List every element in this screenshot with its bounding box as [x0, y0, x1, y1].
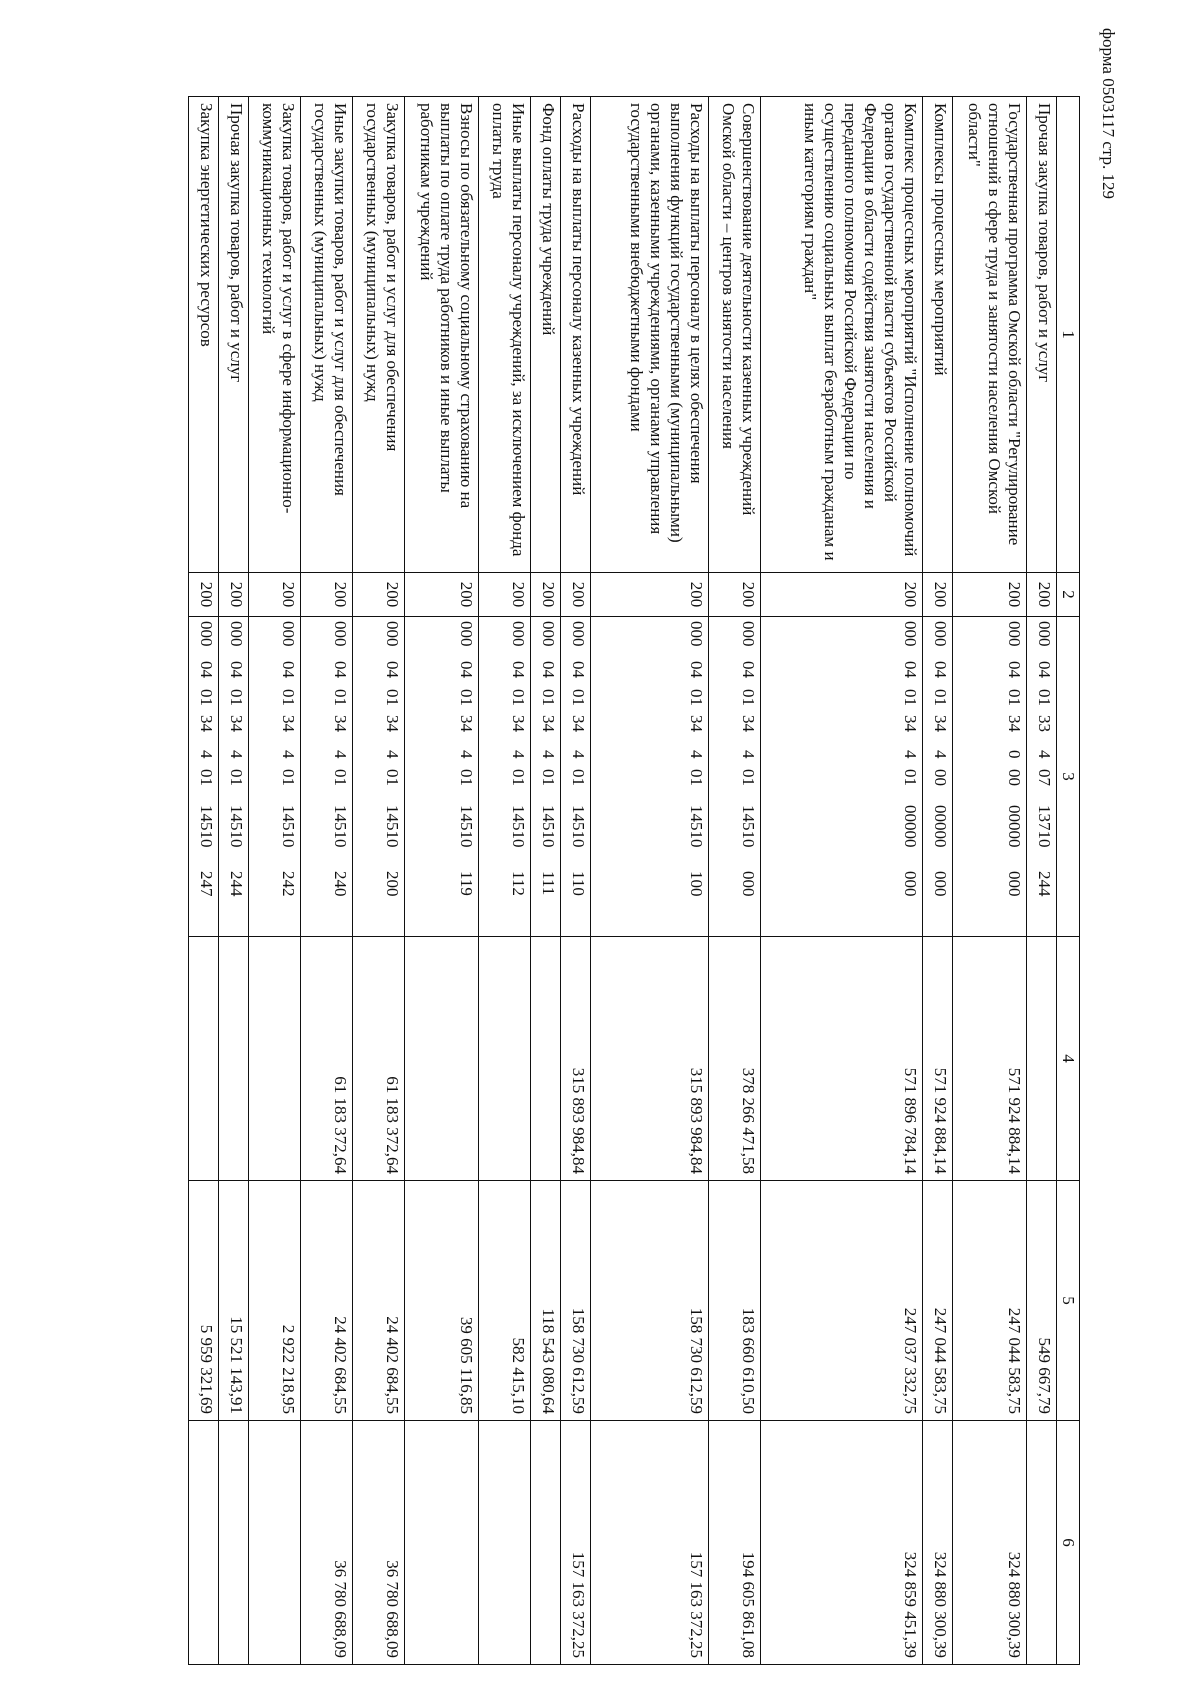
row-classification-code — [478, 617, 530, 937]
row-line-code: 200 — [760, 573, 922, 617]
code-part: 000 — [930, 621, 950, 647]
code-part: 4 — [196, 750, 216, 759]
code-part: 01 — [738, 769, 758, 786]
code-part: 33 — [1034, 715, 1054, 732]
classification-code-parts — [900, 621, 920, 932]
code-part: 240 — [330, 871, 350, 897]
row-name: Расходы на выплаты персоналу в целях обеспечения выполнения функций государственными (муниципальными) органами, казенными учреждениями, органами управления государственными внебюджетными фондами — [590, 97, 708, 573]
code-part: 04 — [1034, 661, 1054, 678]
code-part: 01 — [1004, 689, 1024, 706]
column-header: 3 — [1056, 617, 1079, 937]
code-part: 34 — [900, 715, 920, 732]
code-part: 4 — [226, 750, 246, 759]
row-plan-amount — [188, 937, 218, 1181]
code-part: 01 — [900, 689, 920, 706]
code-part: 000 — [1004, 621, 1024, 647]
code-part: 34 — [538, 715, 558, 732]
row-executed-amount: 247 037 332,75 — [760, 1181, 922, 1421]
row-plan-amount: 571 924 884,14 — [922, 937, 952, 1181]
rotated-report-table — [112, 96, 1080, 1664]
row-plan-amount — [530, 937, 560, 1181]
code-part: 14510 — [330, 805, 350, 848]
column-header: 4 — [1056, 937, 1079, 1181]
row-executed-amount: 2 922 218,95 — [248, 1181, 300, 1421]
code-part: 34 — [330, 715, 350, 732]
row-plan-amount: 61 183 372,64 — [352, 937, 404, 1181]
code-part: 04 — [930, 661, 950, 678]
code-part: 01 — [508, 769, 528, 786]
row-executed-amount: 24 402 684,55 — [300, 1181, 352, 1421]
code-part: 01 — [538, 689, 558, 706]
row-executed-amount: 549 667,79 — [1026, 1181, 1056, 1421]
table-row — [708, 97, 760, 1665]
code-part: 000 — [456, 621, 476, 647]
row-plan-amount — [1026, 937, 1056, 1181]
code-part: 01 — [568, 769, 588, 786]
classification-code-parts — [1004, 621, 1024, 932]
row-remaining-amount — [218, 1421, 248, 1665]
row-name: Прочая закупка товаров, работ и услуг — [1026, 97, 1056, 573]
code-part: 34 — [930, 715, 950, 732]
code-part: 04 — [226, 661, 246, 678]
row-name: Закупка товаров, работ и услуг в сфере информационно-коммуникационных технологий — [248, 97, 300, 573]
code-part: 4 — [278, 750, 298, 759]
code-part: 34 — [568, 715, 588, 732]
table-row — [952, 97, 1026, 1665]
row-plan-amount: 315 893 984,84 — [590, 937, 708, 1181]
row-name: Комплексы процессных мероприятий — [922, 97, 952, 573]
code-part: 4 — [738, 750, 758, 759]
code-part: 000 — [330, 621, 350, 647]
code-part: 14510 — [196, 805, 216, 848]
row-line-code: 200 — [590, 573, 708, 617]
classification-code-parts — [456, 621, 476, 932]
code-part: 112 — [508, 871, 528, 896]
table-row — [530, 97, 560, 1665]
code-part: 000 — [508, 621, 528, 647]
row-executed-amount: 183 660 610,50 — [708, 1181, 760, 1421]
table-row — [404, 97, 478, 1665]
classification-code-parts — [1034, 621, 1054, 932]
code-part: 14510 — [508, 805, 528, 848]
code-part: 000 — [538, 621, 558, 647]
classification-code-parts — [382, 621, 402, 932]
row-classification-code — [1026, 617, 1056, 937]
row-line-code: 200 — [188, 573, 218, 617]
code-part: 00000 — [1004, 805, 1024, 848]
row-remaining-amount: 36 780 688,09 — [300, 1421, 352, 1665]
code-part: 34 — [456, 715, 476, 732]
row-classification-code — [218, 617, 248, 937]
table-row — [1026, 97, 1056, 1665]
row-plan-amount: 571 924 884,14 — [952, 937, 1026, 1181]
code-part: 34 — [278, 715, 298, 732]
code-part: 4 — [568, 750, 588, 759]
budget-execution-table — [188, 96, 1080, 1665]
code-part: 01 — [330, 689, 350, 706]
code-part: 00000 — [930, 805, 950, 848]
code-part: 4 — [330, 750, 350, 759]
row-remaining-amount: 324 880 300,39 — [952, 1421, 1026, 1665]
code-part: 04 — [330, 661, 350, 678]
classification-code-parts — [930, 621, 950, 932]
table-body — [188, 97, 1056, 1665]
code-part: 01 — [456, 769, 476, 786]
code-part: 247 — [196, 871, 216, 897]
row-classification-code — [708, 617, 760, 937]
code-part: 34 — [738, 715, 758, 732]
row-executed-amount: 5 959 321,69 — [188, 1181, 218, 1421]
code-part: 000 — [738, 621, 758, 647]
row-remaining-amount — [188, 1421, 218, 1665]
code-part: 01 — [278, 769, 298, 786]
row-line-code: 200 — [248, 573, 300, 617]
code-part: 04 — [686, 661, 706, 678]
table-row — [560, 97, 590, 1665]
code-part: 4 — [930, 750, 950, 759]
classification-code-parts — [278, 621, 298, 932]
code-part: 000 — [900, 621, 920, 647]
code-part: 14510 — [738, 805, 758, 848]
row-plan-amount — [404, 937, 478, 1181]
code-part: 4 — [456, 750, 476, 759]
row-line-code: 200 — [952, 573, 1026, 617]
row-executed-amount: 158 730 612,59 — [560, 1181, 590, 1421]
row-plan-amount: 571 896 784,14 — [760, 937, 922, 1181]
column-header-row — [1056, 97, 1079, 1665]
row-name: Совершенствование деятельности казенных учреждений Омской области – центров занятости населения — [708, 97, 760, 573]
code-part: 34 — [226, 715, 246, 732]
code-part: 000 — [226, 621, 246, 647]
code-part: 111 — [538, 871, 558, 896]
code-part: 04 — [1004, 661, 1024, 678]
code-part: 4 — [382, 750, 402, 759]
column-header: 6 — [1056, 1421, 1079, 1665]
classification-code-parts — [508, 621, 528, 932]
row-classification-code — [248, 617, 300, 937]
code-part: 04 — [900, 661, 920, 678]
code-part: 14510 — [456, 805, 476, 848]
row-line-code: 200 — [300, 573, 352, 617]
classification-code-parts — [568, 621, 588, 932]
column-header: 1 — [1056, 97, 1079, 573]
row-name: Комплекс процессных мероприятий "Исполнение полномочий органов государственной власти субъектов Российской Федерации в области содействия занятости населения и переданного полномочия Российской Федерации по осуществлению социальных выплат безработным гражданам и иным категориям граждан" — [760, 97, 922, 573]
row-remaining-amount — [478, 1421, 530, 1665]
row-remaining-amount — [1026, 1421, 1056, 1665]
code-part: 000 — [738, 871, 758, 897]
code-part: 14510 — [568, 805, 588, 848]
classification-code-parts — [196, 621, 216, 932]
table-row — [248, 97, 300, 1665]
code-part: 00 — [1004, 769, 1024, 786]
code-part: 04 — [196, 661, 216, 678]
row-classification-code — [590, 617, 708, 937]
code-part: 244 — [1034, 871, 1054, 897]
code-part: 242 — [278, 871, 298, 897]
code-part: 4 — [1034, 750, 1054, 759]
code-part: 14510 — [226, 805, 246, 848]
row-executed-amount: 118 543 080,64 — [530, 1181, 560, 1421]
code-part: 01 — [568, 689, 588, 706]
row-classification-code — [952, 617, 1026, 937]
row-plan-amount — [218, 937, 248, 1181]
code-part: 4 — [900, 750, 920, 759]
code-part: 01 — [686, 689, 706, 706]
code-part: 01 — [538, 769, 558, 786]
table-row — [352, 97, 404, 1665]
row-remaining-amount — [248, 1421, 300, 1665]
row-classification-code — [188, 617, 218, 937]
code-part: 14510 — [538, 805, 558, 848]
row-remaining-amount: 324 880 300,39 — [922, 1421, 952, 1665]
row-name: Фонд оплаты труда учреждений — [530, 97, 560, 573]
code-part: 000 — [930, 871, 950, 897]
code-part: 14510 — [686, 805, 706, 848]
form-label: форма 0503117 стр. 129 — [1099, 28, 1118, 199]
row-remaining-amount: 36 780 688,09 — [352, 1421, 404, 1665]
code-part: 4 — [538, 750, 558, 759]
row-remaining-amount — [530, 1421, 560, 1665]
code-part: 100 — [686, 871, 706, 897]
code-part: 000 — [382, 621, 402, 647]
code-part: 000 — [278, 621, 298, 647]
row-line-code: 200 — [708, 573, 760, 617]
row-executed-amount: 15 521 143,91 — [218, 1181, 248, 1421]
row-plan-amount: 315 893 984,84 — [560, 937, 590, 1181]
code-part: 14510 — [382, 805, 402, 848]
row-executed-amount: 39 605 116,85 — [404, 1181, 478, 1421]
code-part: 110 — [568, 871, 588, 896]
code-part: 01 — [196, 689, 216, 706]
row-plan-amount — [248, 937, 300, 1181]
row-classification-code — [922, 617, 952, 937]
code-part: 0 — [1004, 750, 1024, 759]
code-part: 01 — [382, 769, 402, 786]
row-executed-amount: 247 044 583,75 — [922, 1181, 952, 1421]
row-remaining-amount: 324 859 451,39 — [760, 1421, 922, 1665]
row-classification-code — [760, 617, 922, 937]
classification-code-parts — [738, 621, 758, 932]
code-part: 01 — [226, 769, 246, 786]
code-part: 13710 — [1034, 805, 1054, 848]
row-line-code: 200 — [352, 573, 404, 617]
row-executed-amount: 582 415,10 — [478, 1181, 530, 1421]
row-line-code: 200 — [1026, 573, 1056, 617]
code-part: 01 — [738, 689, 758, 706]
code-part: 01 — [278, 689, 298, 706]
code-part: 01 — [930, 689, 950, 706]
row-classification-code — [530, 617, 560, 937]
code-part: 01 — [196, 769, 216, 786]
row-line-code: 200 — [404, 573, 478, 617]
row-classification-code — [560, 617, 590, 937]
row-name: Расходы на выплаты персоналу казенных учреждений — [560, 97, 590, 573]
row-classification-code — [404, 617, 478, 937]
row-line-code: 200 — [560, 573, 590, 617]
code-part: 14510 — [278, 805, 298, 848]
table-row — [218, 97, 248, 1665]
code-part: 04 — [456, 661, 476, 678]
code-part: 00000 — [900, 805, 920, 848]
code-part: 04 — [738, 661, 758, 678]
classification-code-parts — [686, 621, 706, 932]
row-remaining-amount: 157 163 372,25 — [590, 1421, 708, 1665]
column-header: 5 — [1056, 1181, 1079, 1421]
table-row — [188, 97, 218, 1665]
code-part: 200 — [382, 871, 402, 897]
code-part: 000 — [196, 621, 216, 647]
table-row — [922, 97, 952, 1665]
code-part: 01 — [330, 769, 350, 786]
code-part: 01 — [226, 689, 246, 706]
code-part: 01 — [456, 689, 476, 706]
row-name: Государственная программа Омской области "Регулирование отношений в сфере труда и занятости населения Омской области" — [952, 97, 1026, 573]
row-classification-code — [352, 617, 404, 937]
code-part: 34 — [1004, 715, 1024, 732]
classification-code-parts — [330, 621, 350, 932]
row-line-code: 200 — [478, 573, 530, 617]
row-remaining-amount — [404, 1421, 478, 1665]
row-line-code: 200 — [218, 573, 248, 617]
table-row — [760, 97, 922, 1665]
row-executed-amount: 24 402 684,55 — [352, 1181, 404, 1421]
code-part: 34 — [382, 715, 402, 732]
code-part: 244 — [226, 871, 246, 897]
row-line-code: 200 — [530, 573, 560, 617]
table-row — [478, 97, 530, 1665]
code-part: 04 — [508, 661, 528, 678]
row-classification-code — [300, 617, 352, 937]
code-part: 01 — [382, 689, 402, 706]
code-part: 04 — [382, 661, 402, 678]
code-part: 34 — [686, 715, 706, 732]
code-part: 04 — [568, 661, 588, 678]
row-name: Взносы по обязательному социальному страхованию на выплаты по оплате труда работников и иные выплаты работникам учреждений — [404, 97, 478, 573]
code-part: 000 — [1034, 621, 1054, 647]
code-part: 07 — [1034, 769, 1054, 786]
code-part: 04 — [538, 661, 558, 678]
code-part: 000 — [686, 621, 706, 647]
row-name: Иные закупки товаров, работ и услуг для обеспечения государственных (муниципальных) нужд — [300, 97, 352, 573]
code-part: 01 — [1034, 689, 1054, 706]
code-part: 4 — [686, 750, 706, 759]
row-name: Закупка товаров, работ и услуг для обеспечения государственных (муниципальных) нужд — [352, 97, 404, 573]
row-remaining-amount: 194 605 861,08 — [708, 1421, 760, 1665]
code-part: 34 — [508, 715, 528, 732]
row-name: Закупка энергетических ресурсов — [188, 97, 218, 573]
classification-code-parts — [538, 621, 558, 932]
row-plan-amount: 61 183 372,64 — [300, 937, 352, 1181]
row-plan-amount: 378 266 471,58 — [708, 937, 760, 1181]
code-part: 01 — [508, 689, 528, 706]
table-row — [300, 97, 352, 1665]
row-remaining-amount: 157 163 372,25 — [560, 1421, 590, 1665]
code-part: 01 — [900, 769, 920, 786]
row-executed-amount: 158 730 612,59 — [590, 1181, 708, 1421]
code-part: 04 — [278, 661, 298, 678]
code-part: 01 — [686, 769, 706, 786]
code-part: 000 — [568, 621, 588, 647]
code-part: 4 — [508, 750, 528, 759]
row-executed-amount: 247 044 583,75 — [952, 1181, 1026, 1421]
row-name: Иные выплаты персоналу учреждений, за исключением фонда оплаты труда — [478, 97, 530, 573]
code-part: 119 — [456, 871, 476, 896]
classification-code-parts — [226, 621, 246, 932]
row-line-code: 200 — [922, 573, 952, 617]
table-row — [590, 97, 708, 1665]
code-part: 00 — [930, 769, 950, 786]
row-name: Прочая закупка товаров, работ и услуг — [218, 97, 248, 573]
row-plan-amount — [478, 937, 530, 1181]
code-part: 34 — [196, 715, 216, 732]
code-part: 000 — [900, 871, 920, 897]
column-header: 2 — [1056, 573, 1079, 617]
code-part: 000 — [1004, 871, 1024, 897]
